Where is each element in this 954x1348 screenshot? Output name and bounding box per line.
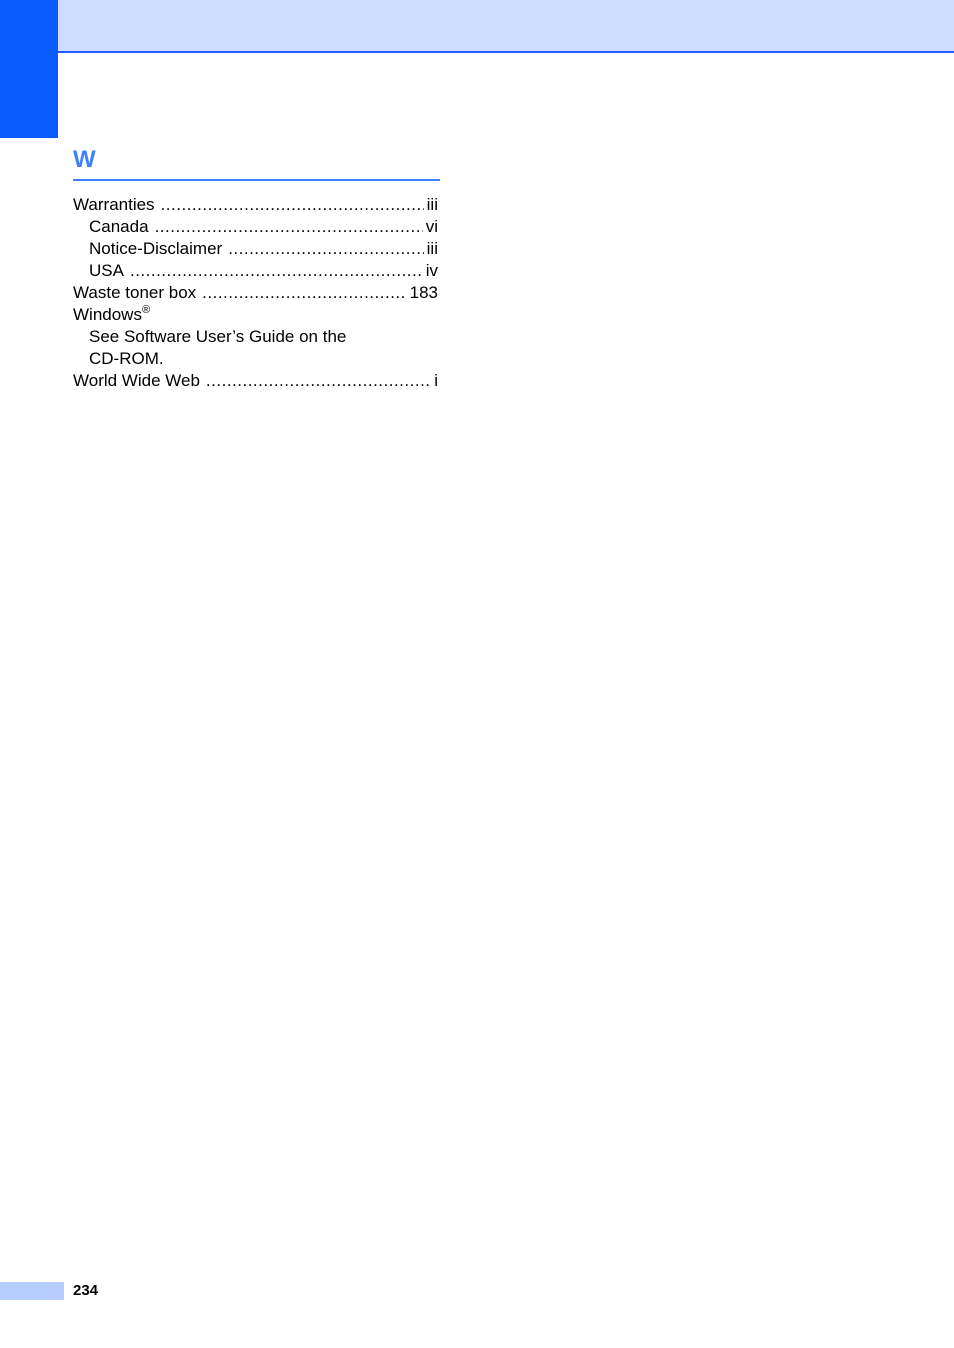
entry-page[interactable]: iii (426, 195, 438, 214)
dot-leader (228, 238, 423, 260)
entry-page[interactable]: vi (425, 217, 438, 236)
index-subentry-see-software-guide (73, 326, 438, 348)
entry-term: See Software User’s Guide on the (89, 327, 347, 346)
entry-term: Waste toner box (73, 283, 197, 302)
index-entry-world-wide-web[interactable] (73, 370, 438, 392)
entry-term: Windows (73, 305, 142, 324)
index-subentry-cd-rom (73, 348, 438, 370)
entry-page[interactable]: i (434, 371, 438, 390)
dot-leader (130, 260, 423, 282)
index-section-letter: W (73, 146, 96, 173)
entry-term: USA (89, 261, 124, 280)
section-divider (73, 179, 440, 181)
entry-term: World Wide Web (73, 371, 200, 390)
index-list (73, 194, 438, 392)
dot-leader (202, 282, 406, 304)
entry-page[interactable]: iii (426, 239, 438, 258)
index-subentry-usa[interactable] (73, 260, 438, 282)
index-entry-warranties[interactable] (73, 194, 438, 216)
entry-page[interactable]: 183 (409, 283, 438, 302)
entry-term: Notice-Disclaimer (89, 239, 223, 258)
entry-term: Warranties (73, 195, 155, 214)
dot-leader (161, 194, 424, 216)
entry-page[interactable]: iv (425, 261, 438, 280)
dot-leader (206, 370, 431, 392)
chapter-tab (0, 0, 58, 138)
entry-term: CD-ROM. (89, 349, 164, 368)
registered-mark: ® (141, 304, 151, 316)
page-number: 234 (73, 1282, 99, 1299)
index-subentry-notice-disclaimer[interactable] (73, 238, 438, 260)
dot-leader (155, 216, 423, 238)
entry-term: Canada (89, 217, 149, 236)
index-subentry-canada[interactable] (73, 216, 438, 238)
header-band (58, 0, 954, 53)
footer-tab (0, 1282, 64, 1300)
index-entry-waste-toner-box[interactable] (73, 282, 438, 304)
index-entry-windows (73, 304, 438, 326)
